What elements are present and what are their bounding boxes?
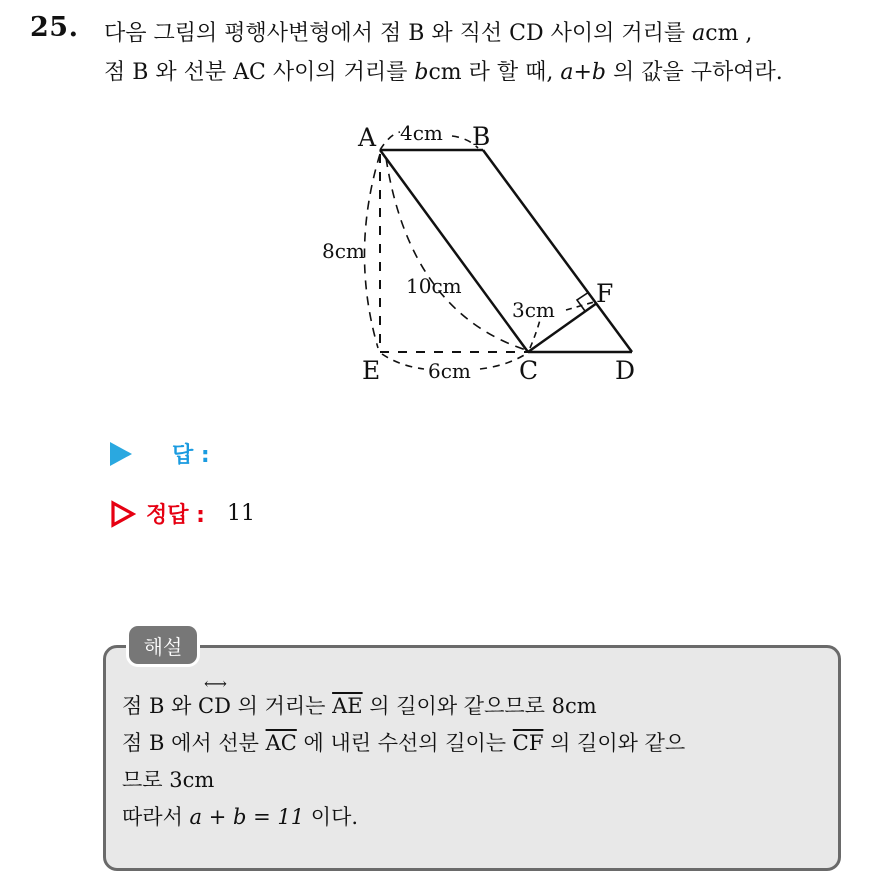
line-cd-text: CD <box>198 694 231 718</box>
question-line-2 <box>104 53 874 92</box>
explanation-l1-b: 의 거리는 <box>230 694 333 718</box>
play-triangle-icon <box>110 442 132 466</box>
parallelogram-figure <box>300 112 660 402</box>
figure-svg <box>300 112 660 402</box>
explanation-l4-a: 따라서 <box>122 805 190 829</box>
point-c-label: C <box>519 356 539 385</box>
question-text <box>104 14 874 92</box>
question-line-1-part-1: 다음 그림의 평행사변형에서 점 B 와 직선 CD 사이의 거리를 <box>104 21 693 46</box>
point-d-label: D <box>615 356 636 385</box>
length-ae-label: 8cm <box>322 239 365 263</box>
expression-a-plus-b: a+b <box>560 60 607 85</box>
segment-ae-notation: $\overline{AE}$ <box>332 694 363 718</box>
explanation-line-2 <box>122 725 832 762</box>
explanation-l2-c: 의 길이와 같으 <box>543 731 686 755</box>
length-ac-label: 10cm <box>406 274 462 298</box>
dim-arc-ec <box>382 354 424 369</box>
variable-a: a <box>692 21 706 46</box>
explanation-l2-a: 점 B 에서 선분 <box>122 731 266 755</box>
outline-triangle-icon <box>110 500 136 528</box>
correct-answer-value: 11 <box>226 501 255 526</box>
explanation-line-4 <box>122 799 832 836</box>
question-line-2-part-2: cm 라 할 때, <box>428 60 561 85</box>
segment-ac-notation: $\overline{AC}$ <box>265 731 297 755</box>
explanation-l1-c: 의 길이와 같으므로 8cm <box>362 694 597 718</box>
explanation-l2-b: 에 내린 수선의 길이는 <box>296 731 513 755</box>
point-e-label: E <box>362 356 381 385</box>
question-number: 25. <box>30 12 79 43</box>
right-angle-mark <box>577 292 589 311</box>
length-cf-label: 3cm <box>512 298 555 322</box>
segment-cf-notation: $\overline{CF}$ <box>512 731 544 755</box>
point-b-label: B <box>472 122 491 151</box>
answer-label: 답 : <box>172 443 210 468</box>
dim-arc-ab <box>380 132 400 150</box>
double-arrow-icon: ⟷ <box>204 674 225 693</box>
explanation-l4-b: 이다. <box>304 805 359 829</box>
line-cd-notation <box>198 674 231 725</box>
explanation-equation: a + b = 11 <box>189 805 305 829</box>
point-a-label: A <box>358 123 377 152</box>
explanation-l1-a: 점 B 와 <box>122 694 199 718</box>
explanation-line-1 <box>122 674 832 725</box>
question-line-1-part-2: cm , <box>705 21 753 46</box>
variable-b: b <box>414 60 429 85</box>
answer-row <box>110 438 210 469</box>
explanation-tag: 해설 <box>129 626 197 664</box>
question-line-1 <box>104 14 874 53</box>
length-ab-label: 4cm <box>400 121 443 145</box>
explanation-line-3: 므로 3cm <box>122 768 215 792</box>
dim-arc-ae <box>364 154 380 348</box>
correct-answer-row <box>110 498 255 529</box>
explanation-text <box>122 674 832 836</box>
question-line-2-part-3: 의 값을 구하여라. <box>606 60 783 85</box>
question-line-2-part-1: 점 B 와 선분 AC 사이의 거리를 <box>104 60 415 85</box>
correct-answer-label: 정답 : <box>146 503 205 528</box>
length-ec-label: 6cm <box>428 359 471 383</box>
point-f-label: F <box>596 279 614 308</box>
